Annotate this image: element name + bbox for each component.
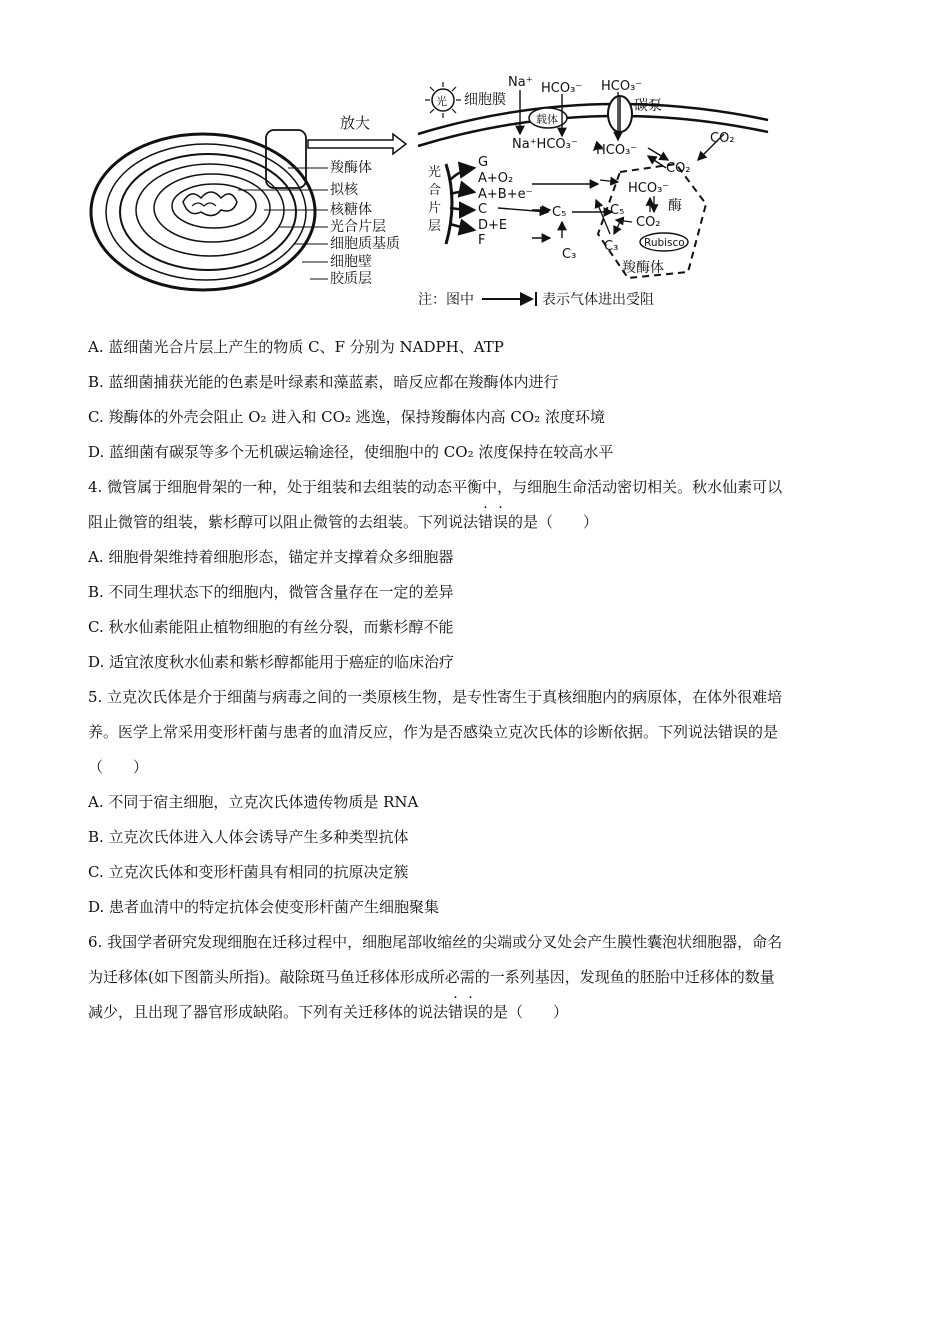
label-co2-out: CO₂: [710, 131, 735, 146]
q4-stem-pre: 阻止微管的组装，紫杉醇可以阻止微管的去组装。下列说法: [88, 513, 479, 531]
label-rubisco: Rubisco: [644, 237, 685, 249]
label-hco3-pump: HCO₃⁻: [601, 79, 643, 94]
label-carboxysome-box: 羧酶体: [622, 260, 664, 276]
q3-option-b: B. 蓝细菌捕获光能的色素是叶绿素和藻蓝素，暗反应都在羧酶体内进行: [88, 373, 559, 391]
product-de: D+E: [478, 218, 508, 233]
q5-option-b: B. 立克次氏体进入人体会诱导产生多种类型抗体: [88, 828, 409, 846]
label-pump: 碳泵: [634, 98, 662, 114]
q5-option-c: C. 立克次氏体和变形杆菌具有相同的抗原决定簇: [88, 863, 409, 881]
label-ribosome: 核糖体: [330, 202, 372, 218]
q4-option-b: B. 不同生理状态下的细胞内，微管含量存在一定的差异: [88, 583, 454, 601]
thylakoid-region: [428, 155, 532, 248]
q6-stem-line2: 为迁移体(如下图箭头所指)。敲除斑马鱼迁移体形成所必需的一系列基因，发现鱼的胚胎中迁移体的数量: [88, 968, 775, 986]
question-text: [88, 330, 868, 1030]
product-f: F: [478, 233, 486, 248]
q4-option-d: D. 适宜浓度秋水仙素和紫杉醇都能用于癌症的临床治疗: [88, 653, 455, 671]
label-c5-box: C₅: [610, 203, 625, 218]
q3-option-d: D. 蓝细菌有碳泵等多个无机碳运输途径，使细胞中的 CO₂ 浓度保持在较高水平: [88, 443, 614, 461]
label-membrane: 细胞膜: [464, 92, 506, 108]
label-carboxysome: 羧酶体: [330, 160, 372, 176]
label-hco3-box: HCO₃⁻: [628, 181, 670, 196]
product-c: C: [478, 202, 488, 217]
label-thylakoid: 光合片层: [330, 219, 386, 235]
label-c3-box: C₃: [604, 239, 619, 254]
label-c5-left: C₅: [552, 205, 567, 220]
thylakoid-char-3: 片: [428, 201, 442, 216]
q6-stem-line1: 6. 我国学者研究发现细胞在迁移过程中，细胞尾部收缩丝的尖端或分叉处会产生膜性囊泡状细胞器，命名: [88, 933, 783, 951]
cyanobacteria-figure: [88, 72, 778, 312]
figure-note: [418, 291, 654, 308]
carboxysome-labels: [604, 181, 682, 276]
q5-stem-line1: 5. 立克次氏体是介于细菌与病毒之间的一类原核生物，是专性寄生于真核细胞内的病原体，在体外很难培: [88, 688, 783, 706]
label-cell-wall: 细胞壁: [330, 254, 372, 270]
figure-svg: [88, 72, 778, 312]
q3-option-c: C. 羧酶体的外壳会阻止 O₂ 进入和 CO₂ 逃逸，保持羧酶体内高 CO₂ 浓度环境: [88, 408, 605, 426]
product-a-o2: A+O₂: [478, 171, 514, 186]
q6-emph-2: 误: [463, 1003, 479, 1021]
q5-option-a: A. 不同于宿主细胞，立克次氏体遗传物质是 RNA: [88, 793, 419, 811]
light-icon: [425, 82, 461, 118]
q4-stem-line2: [88, 505, 868, 540]
q6-stem-post: 的是（ ）: [478, 1003, 569, 1021]
q5-stem-line3: （ ）: [88, 758, 149, 776]
q3-option-a: A. 蓝细菌光合片层上产生的物质 C、F 分别为 NADPH、ATP: [88, 338, 504, 356]
label-c3-left: C₃: [562, 247, 577, 262]
label-hco3-mid: HCO₃⁻: [596, 143, 638, 158]
label-nucleoid: 拟核: [330, 182, 358, 198]
product-abe: A+B+e⁻: [478, 187, 533, 202]
q4-emph-1: 错: [478, 513, 494, 531]
svg-text:光: 光: [436, 95, 447, 108]
svg-text:表示气体进出受阻: 表示气体进出受阻: [542, 292, 654, 308]
q4-stem-line1: 4. 微管属于细胞骨架的一种，处于组装和去组装的动态平衡中，与细胞生命活动密切相关。秋水仙素可以: [88, 478, 783, 496]
thylakoid-char-2: 合: [428, 183, 442, 198]
enlarge-arrow: [308, 114, 406, 154]
label-co2-box: CO₂: [636, 215, 661, 230]
q5-option-d: D. 患者血清中的特定抗体会使变形杆菌产生细胞聚集: [88, 898, 440, 916]
label-co2-mid: CO₂: [666, 161, 691, 176]
q4-option-a: A. 细胞骨架维持着细胞形态，锚定并支撑着众多细胞器: [88, 548, 454, 566]
svg-text:放大: 放大: [340, 114, 371, 132]
label-na-hco3: Na⁺HCO₃⁻: [512, 137, 578, 152]
label-capsule: 胶质层: [330, 271, 372, 287]
cycle-labels-left: [552, 205, 576, 262]
q5-stem-line2: 养。医学上常采用变形杆菌与患者的血清反应，作为是否感染立克次氏体的诊断依据。下列说法错误的是: [88, 723, 779, 741]
q6-stem-pre: 减少，且出现了器官形成缺陷。下列有关迁移体的说法: [88, 1003, 449, 1021]
q4-option-c: C. 秋水仙素能阻止植物细胞的有丝分裂，而紫杉醇不能: [88, 618, 454, 636]
q6-emph-1: 错: [448, 1003, 464, 1021]
thylakoid-char-4: 层: [428, 219, 442, 234]
label-na: Na⁺: [508, 75, 533, 90]
label-hco3-in: HCO₃⁻: [541, 81, 583, 96]
q4-stem-post: 的是（ ）: [508, 513, 599, 531]
q6-stem-line3: [88, 995, 868, 1030]
q4-emph-2: 误: [493, 513, 509, 531]
label-cytoplasm: 细胞质基质: [330, 236, 400, 252]
svg-text:注：图中: 注：图中: [418, 292, 474, 308]
label-carrier: 载体: [536, 113, 558, 126]
light-products: [478, 155, 532, 248]
thylakoid-char-1: 光: [428, 165, 442, 180]
label-enzyme: 酶: [668, 198, 682, 214]
product-g: G: [478, 155, 489, 170]
cell-labels: [330, 159, 400, 287]
